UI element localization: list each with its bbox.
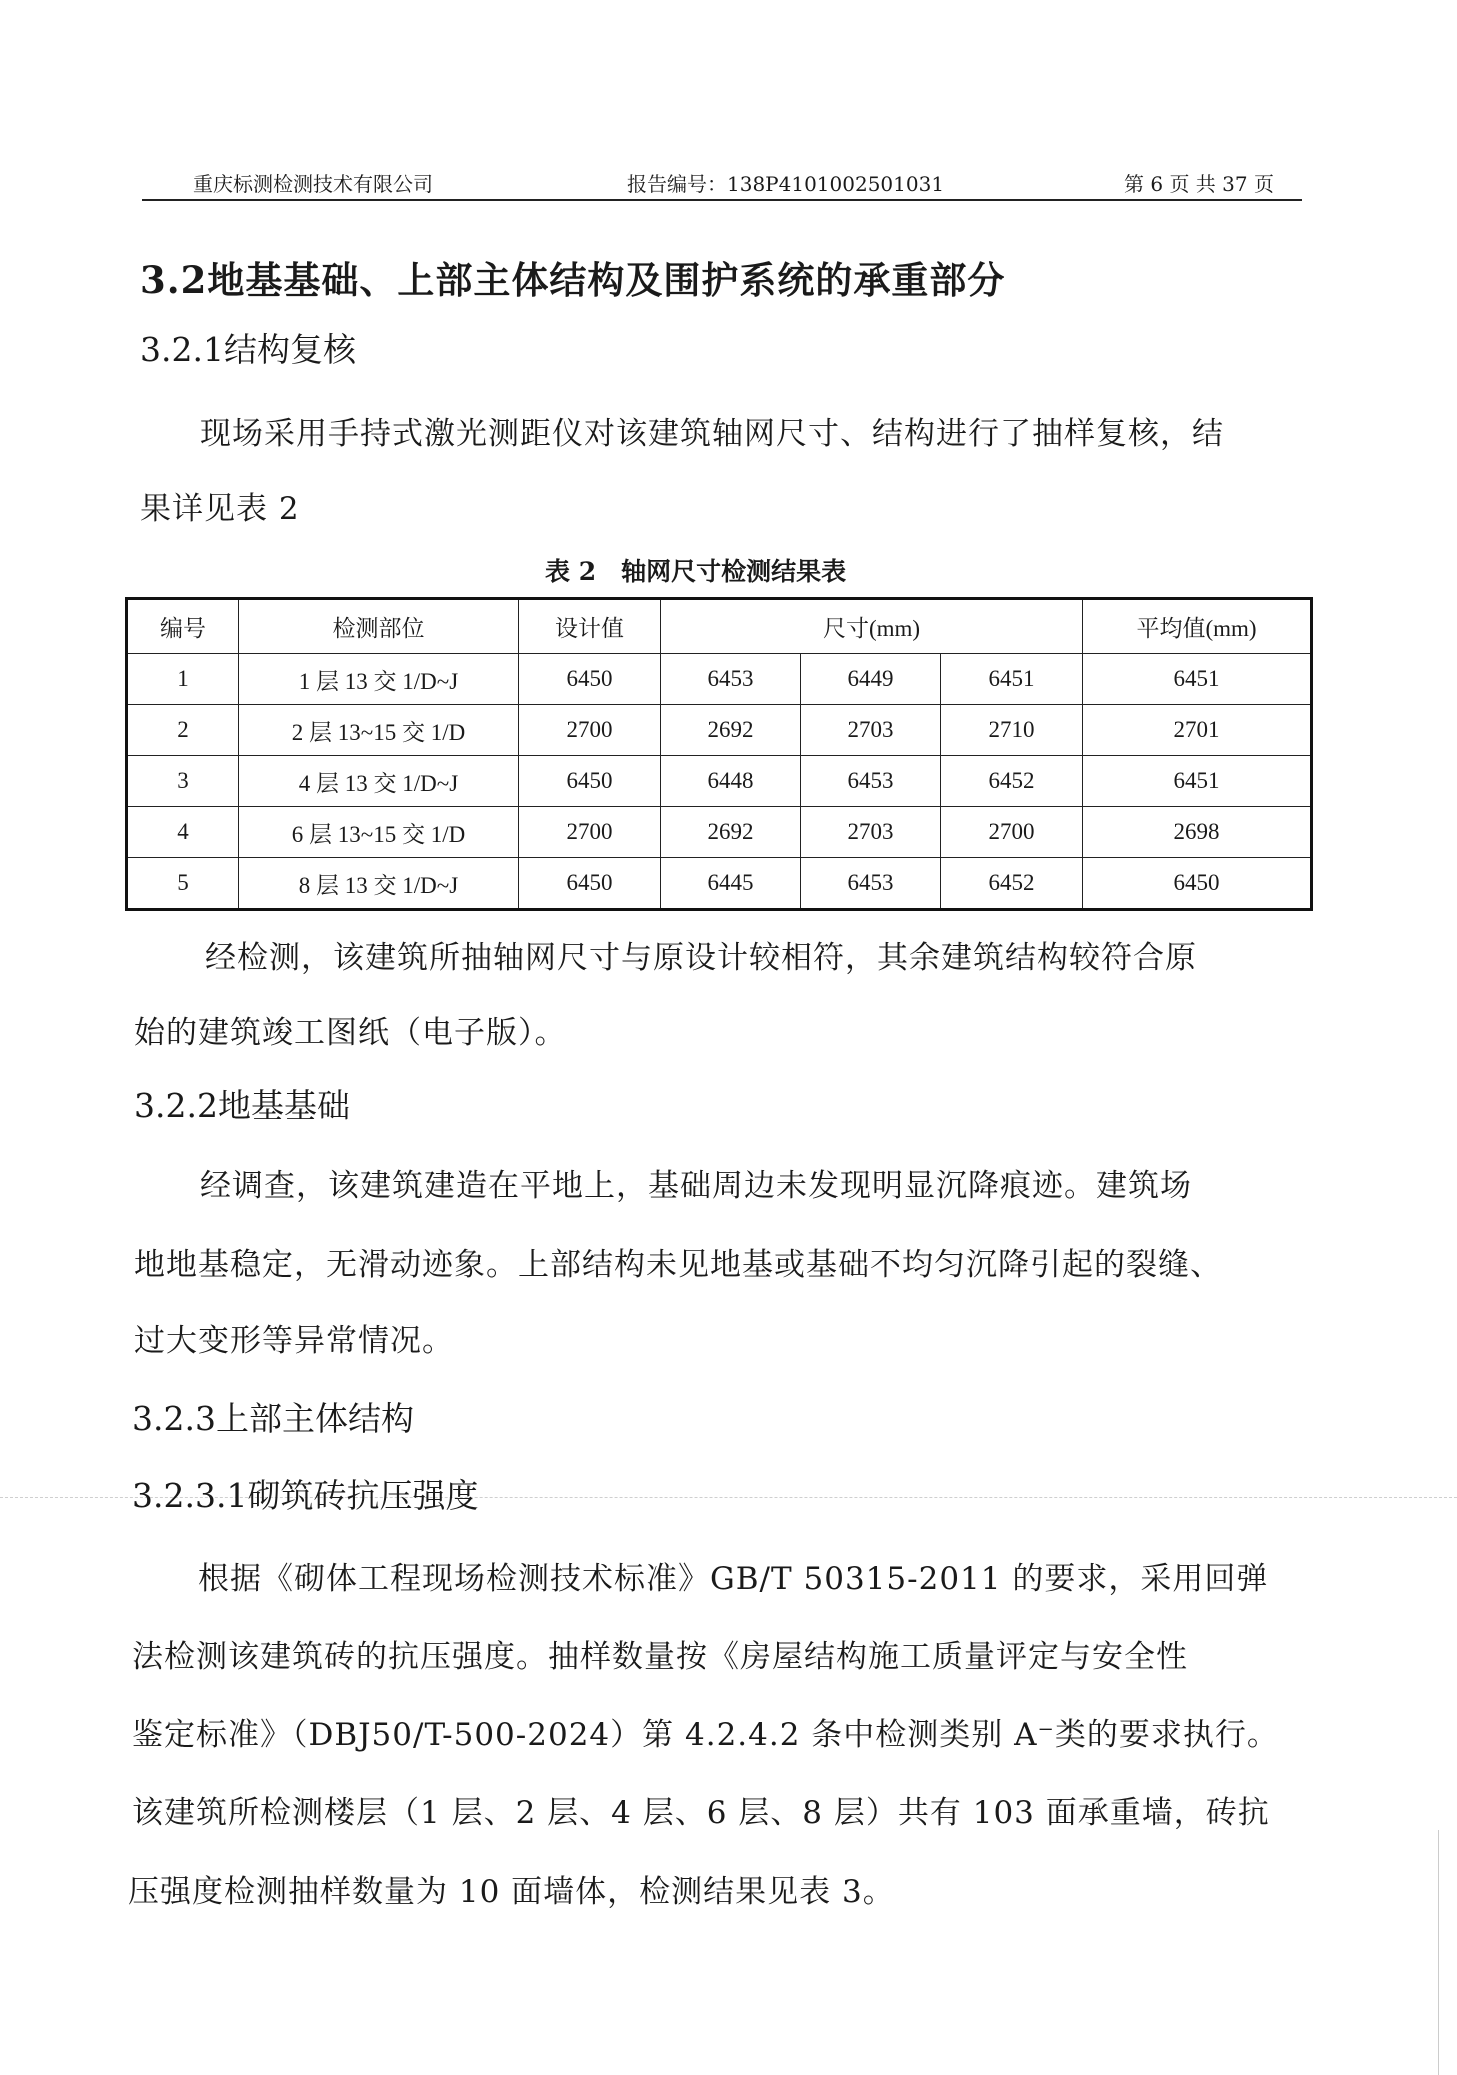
cell-measure: 2700 <box>941 807 1083 858</box>
header-cell: 平均值(mm) <box>1083 599 1312 654</box>
cell-design: 6450 <box>519 756 661 807</box>
cell-no: 5 <box>127 858 239 910</box>
cell-measure: 6453 <box>661 654 801 705</box>
paragraph-line: 始的建筑竣工图纸（电子版）。 <box>134 1015 567 1051</box>
cell-average: 6451 <box>1083 654 1312 705</box>
cell-measure: 6448 <box>661 756 801 807</box>
cell-location: 4 层 13 交 1/D~J <box>239 756 519 807</box>
paragraph-line: 经检测，该建筑所抽轴网尺寸与原设计较相符，其余建筑结构较符合原 <box>205 940 1197 976</box>
cell-measure: 2703 <box>801 705 941 756</box>
paragraph-line: 现场采用手持式激光测距仪对该建筑轴网尺寸、结构进行了抽样复核，结 <box>200 416 1224 452</box>
heading-3-2-3: 3.2.3上部主体结构 <box>132 1399 414 1438</box>
cell-design: 2700 <box>519 807 661 858</box>
cell-measure: 2703 <box>801 807 941 858</box>
company-name: 重庆标测检测技术有限公司 <box>193 172 433 196</box>
heading-3-2-3-1: 3.2.3.1砌筑砖抗压强度 <box>132 1476 479 1515</box>
paragraph-line: 法检测该建筑砖的抗压强度。抽样数量按《房屋结构施工质量评定与安全性 <box>132 1639 1188 1675</box>
cell-location: 6 层 13~15 交 1/D <box>239 807 519 858</box>
scan-edge-line <box>1438 1830 1439 2075</box>
heading-3-2-1: 3.2.1结构复核 <box>140 330 356 369</box>
header-cell: 编号 <box>127 599 239 654</box>
header-rule <box>142 199 1302 201</box>
cell-measure: 6452 <box>941 756 1083 807</box>
cell-design: 6450 <box>519 858 661 910</box>
axis-grid-table <box>125 597 1313 911</box>
cell-measure: 6453 <box>801 756 941 807</box>
cell-measure: 2710 <box>941 705 1083 756</box>
heading-3-2-2: 3.2.2地基基础 <box>134 1086 350 1125</box>
cell-design: 2700 <box>519 705 661 756</box>
cell-measure: 6449 <box>801 654 941 705</box>
paragraph-line: 压强度检测抽样数量为 10 面墙体，检测结果见表 3。 <box>128 1874 895 1910</box>
cell-measure: 2692 <box>661 705 801 756</box>
cell-measure: 6452 <box>941 858 1083 910</box>
cell-no: 2 <box>127 705 239 756</box>
table-caption: 表 2 轴网尺寸检测结果表 <box>545 557 847 586</box>
header-cell: 检测部位 <box>239 599 519 654</box>
table-header-row <box>127 599 1312 654</box>
cell-average: 6450 <box>1083 858 1312 910</box>
cell-location: 1 层 13 交 1/D~J <box>239 654 519 705</box>
paragraph-line: 鉴定标准》（DBJ50/T-500-2024）第 4.2.4.2 条中检测类别 A⁻类的要求执行。 <box>132 1717 1279 1753</box>
paragraph-line: 过大变形等异常情况。 <box>134 1323 454 1359</box>
header-cell: 设计值 <box>519 599 661 654</box>
table-row <box>127 858 1312 910</box>
cell-location: 2 层 13~15 交 1/D <box>239 705 519 756</box>
paragraph-line: 地地基稳定，无滑动迹象。上部结构未见地基或基础不均匀沉降引起的裂缝、 <box>134 1247 1222 1283</box>
report-number: 报告编号：138P4101002501031 <box>627 172 945 196</box>
cell-no: 4 <box>127 807 239 858</box>
table-row <box>127 807 1312 858</box>
cell-measure: 6445 <box>661 858 801 910</box>
cell-location: 8 层 13 交 1/D~J <box>239 858 519 910</box>
paragraph-line: 经调查，该建筑建造在平地上，基础周边未发现明显沉降痕迹。建筑场 <box>200 1168 1192 1204</box>
cell-measure: 6453 <box>801 858 941 910</box>
header-cell: 尺寸(mm) <box>661 599 1083 654</box>
table-row <box>127 756 1312 807</box>
cell-average: 2698 <box>1083 807 1312 858</box>
cell-no: 1 <box>127 654 239 705</box>
cell-average: 2701 <box>1083 705 1312 756</box>
paragraph-line: 果详见表 2 <box>140 491 300 527</box>
table-row <box>127 654 1312 705</box>
paragraph-line: 该建筑所检测楼层（1 层、2 层、4 层、6 层、8 层）共有 103 面承重墙，砖抗 <box>132 1795 1270 1831</box>
cell-measure: 2692 <box>661 807 801 858</box>
cell-no: 3 <box>127 756 239 807</box>
cell-measure: 6451 <box>941 654 1083 705</box>
cell-average: 6451 <box>1083 756 1312 807</box>
section-title: 3.2地基基础、上部主体结构及围护系统的承重部分 <box>140 258 1006 302</box>
page-indicator: 第 6 页 共 37 页 <box>1124 172 1274 196</box>
table-row <box>127 705 1312 756</box>
cell-design: 6450 <box>519 654 661 705</box>
paragraph-line: 根据《砌体工程现场检测技术标准》GB/T 50315-2011 的要求，采用回弹 <box>198 1561 1269 1597</box>
